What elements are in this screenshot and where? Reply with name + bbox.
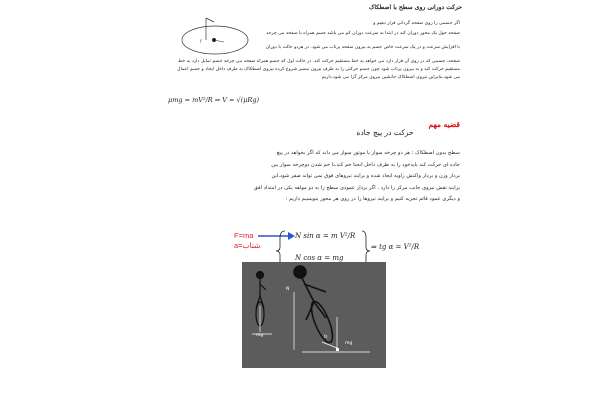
paragraph-line: جاده ای حرکت کند بایدخود را به طرف داخل انحنا خم کند.با خم شدن دوچرخه سوار بین — [271, 161, 460, 168]
figure-label-fs: fs — [324, 334, 328, 339]
body-line: مستقیم حرکت کند و به بیرون پرتاب شود چون جسم حرکتی را به طرف بیرون مسیر شروع کرده نیروی اصطکاک به طرف داخل ایجاد و جسم اعمال — [177, 67, 460, 72]
svg-text:f: f — [200, 38, 202, 43]
figure-label-mg-small: mg — [256, 333, 264, 338]
cyclist-figure — [242, 262, 386, 368]
page-title: حرکت دورانی روی سطح با اصطکاک — [368, 4, 462, 11]
body-line: با افزایش سرعت و در یک سرعت خاص جسم به بیرون صفحه پرتاب می شود. در هردو حالت با دوران — [265, 45, 460, 50]
paragraph-line: سطح بدون اصطکاک : هر دو چرخه سوار یا موتور سوار می داند که اگر بخواهد در پیچ — [276, 150, 460, 156]
paragraph-line: برایند نقش نیروی جانب مرکز را دارد . اگر بردار عمودی سطح را به دو مولفه یکی در امتداد افق — [253, 184, 460, 191]
body-line: می شود.بنابراین نیروی اصطکاک جانشین نیروی مرکز گرا می شود.داریم — [321, 75, 460, 80]
body-line: صفحه حول یک محور دوران کند در ابتدا به سرعت دوران کم می باشد جسم همراه با صفحه می چرخد — [266, 31, 460, 36]
fma-label: F=ma — [234, 231, 254, 240]
section-subtitle: حرکت در پیچ جاده — [356, 128, 414, 137]
equation-result: ⇒ tg α = V²/R — [371, 243, 420, 251]
body-line: اگر جسمی را روی صفحه گردانی قرار دهیم و — [373, 21, 460, 26]
figure-label-n: N — [286, 287, 290, 292]
acceleration-label: a=شتاب — [234, 241, 261, 250]
equation-line-1: N sin α = m V²/R — [295, 232, 356, 240]
friction-formula: μmg = mV²/R ⇒ V = √(μRg) — [168, 96, 260, 104]
paragraph-block — [205, 148, 460, 206]
paragraph-line: و دیگری عمود قائم تجزیه کنیم و برایند نیروها را در روی هر محور بنویسیم داریم : — [285, 196, 460, 202]
figure-label-mg: mg — [345, 341, 353, 346]
body-line: صفحه، جسمی که در روی آن قرار دارد می خواهد به خط مستقیم حرکت کند. در حالت اول که جسم همراه صفحه می چرخد جسم تمایل دارد به خط — [177, 59, 460, 64]
equation-line-2: N cos α = mg — [295, 254, 344, 262]
section-heading-important: قضیه مهم — [428, 120, 460, 129]
paragraph-line: بردار وزن و بردار واکنش زاویه ایجاد شده و برایند نیروهای فوق نمی تواند صفر شود.این — [271, 173, 460, 179]
